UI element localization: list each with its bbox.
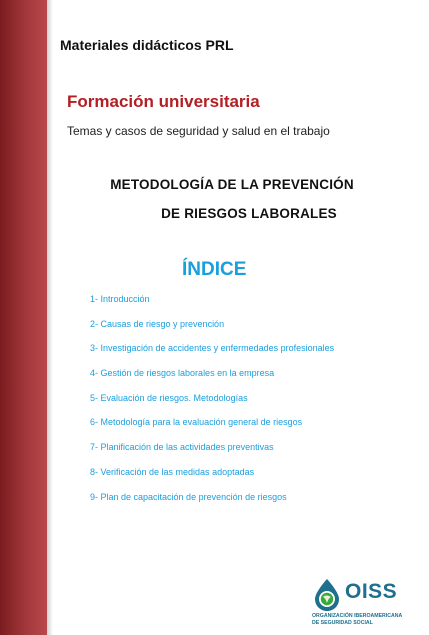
toc-item[interactable]: 7- Planificación de las actividades preventivas: [90, 442, 274, 453]
toc-item[interactable]: 9- Plan de capacitación de prevención de riesgos: [90, 491, 287, 502]
toc-item[interactable]: 8- Verificación de las medidas adoptadas: [90, 466, 255, 477]
document-title-line1: METODOLOGÍA DE LA PREVENCIÓN: [110, 177, 354, 192]
page-subtitle: Temas y casos de seguridad y salud en el trabajo: [67, 124, 330, 138]
toc-item[interactable]: 2- Causas de riesgo y prevención: [90, 318, 225, 329]
logo-name: OISS: [345, 580, 398, 603]
document-title-line2: DE RIESGOS LABORALES: [161, 206, 337, 221]
sidebar-shadow: [47, 0, 53, 635]
oiss-logo: [310, 578, 410, 630]
index-heading: ÍNDICE: [182, 259, 247, 280]
toc-item[interactable]: 6- Metodología para la evaluación general de riesgos: [90, 417, 303, 428]
series-label: Materiales didácticos PRL: [60, 37, 234, 53]
oiss-drop-logo-icon: [312, 578, 342, 612]
toc-item[interactable]: 5- Evaluación de riesgos. Metodologías: [90, 392, 248, 403]
toc-item[interactable]: 4- Gestión de riesgos laborales en la empresa: [90, 368, 275, 379]
table-of-contents: [90, 293, 334, 515]
page-title: Formación universitaria: [67, 92, 260, 111]
decorative-sidebar: [0, 0, 47, 635]
logo-tagline-line1: ORGANIZACIÓN IBEROAMERICANA: [312, 613, 403, 619]
logo-tagline-line2: DE SEGURIDAD SOCIAL: [312, 619, 373, 626]
toc-item[interactable]: 1- Introducción: [90, 294, 150, 304]
logo-tagline: [312, 613, 412, 626]
toc-item[interactable]: 3- Investigación de accidentes y enfermedades profesionales: [90, 343, 335, 354]
